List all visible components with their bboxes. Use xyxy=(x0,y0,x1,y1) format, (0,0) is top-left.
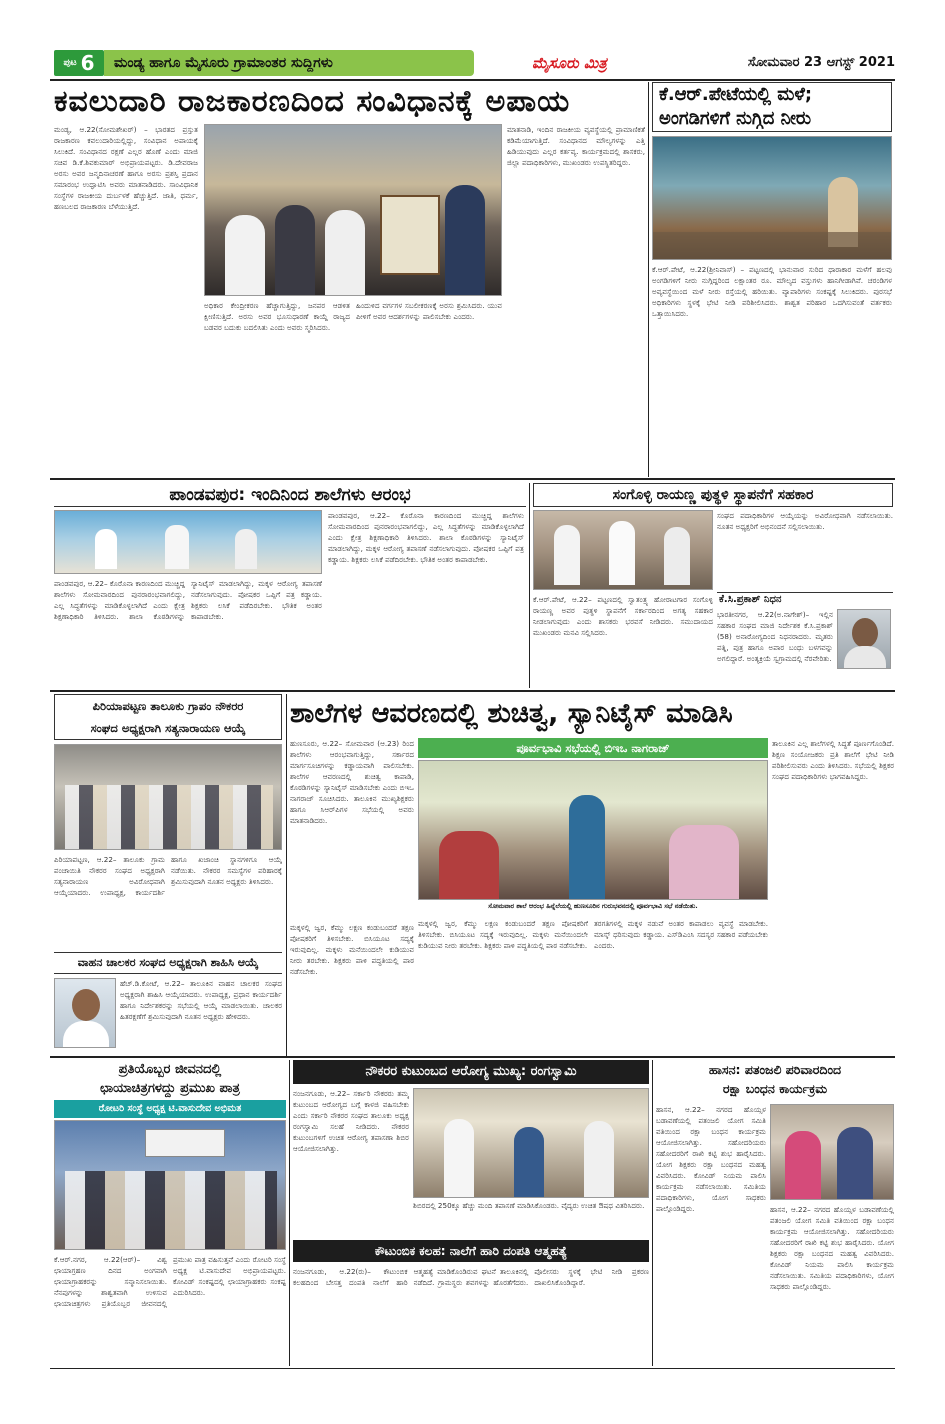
kr-pete-headline-box xyxy=(652,82,892,132)
footer-rule xyxy=(50,1368,895,1369)
photography-text: ಕೆ.ಆರ್.ನಗರ, ಆ.22(ಆರ್)– ವಿಶ್ವ ಛಾಯಾಗ್ರಹಣ ದಿನದ ಅಂಗವಾಗಿ ಛಾಯಾಗ್ರಾಹಕರನ್ನು ಸನ್ಮಾನಿಸಲಾಯಿತು. ನೆನಪುಗಳನ್ನು ಶಾಶ್ವತವಾಗಿ ಉಳಿಸುವ ಛಾಯಾಚಿತ್ರಗಳು ಪ್ರತಿಯೊಬ್ಬರ ಜೀವನದಲ್ಲಿ ಪ್ರಮುಖ ಪಾತ್ರ ವಹಿಸುತ್ತವೆ ಎಂದು ರೋಟರಿ ಸಂಸ್ಥೆ ಅಧ್ಯಕ್ಷ ಟಿ.ವಾಸುದೇವ ಅಭಿಪ್ರಾಯಪಟ್ಟರು. ಕೋವಿಡ್ ಸಂಕಷ್ಟದಲ್ಲಿ ಛಾಯಾಗ್ರಾಹಕರು ಸಂಕಷ್ಟ ಎದುರಿಸಿದರು. xyxy=(54,1255,286,1308)
kr-pete-text: ಕೆ.ಆರ್.ಪೇಟೆ, ಆ.22(ಶ್ರೀನಿವಾಸ್) – ಪಟ್ಟಣದಲ್ಲಿ ಭಾನುವಾರ ಸುರಿದ ಧಾರಾಕಾರ ಮಳೆಗೆ ಹಲವು ಅಂಗಡಿಗಳಿಗೆ ನೀರು ನುಗ್ಗಿದ್ದರಿಂದ ಲಕ್ಷಾಂತರ ರೂ. ಮೌಲ್ಯದ ವಸ್ತುಗಳು ಹಾನಿಗೀಡಾಗಿವೆ. ಚರಂಡಿಗಳ ಅವ್ಯವಸ್ಥೆಯಿಂದ ಮಳೆ ನೀರು ರಸ್ತೆಯಲ್ಲಿ ಹರಿಯಿತು. ವ್ಯಾಪಾರಿಗಳು ಸಂಕಷ್ಟಕ್ಕೆ ಸಿಲುಕಿದರು. ಪುರಸಭೆ ಅಧಿಕಾರಿಗಳು ಸ್ಥಳಕ್ಕೆ ಭೇಟಿ ನೀಡಿ ಪರಿಶೀಲಿಸಿದರು. ಶಾಶ್ವತ ಪರಿಹಾರ ಒದಗಿಸುವಂತೆ ವರ್ತಕರು ಒತ್ತಾಯಿಸಿದರು. xyxy=(652,265,892,318)
column-divider xyxy=(289,1060,290,1366)
health-headline: ನೌಕರರ ಕುಟುಂಬದ ಆರೋಗ್ಯ ಮುಖ್ಯ: ರಂಗಸ್ವಾಮಿ xyxy=(293,1060,649,1084)
pandavapura-text-right: ಪಾಂಡವಪುರ, ಆ.22– ಕೊರೊನಾ ಕಾರಣದಿಂದ ಮುಚ್ಚಿದ್ದ ಶಾಲೆಗಳು ಸೋಮವಾರದಿಂದ ಪುನರಾರಂಭವಾಗಲಿದ್ದು, ಎಲ್ಲ ಸಿದ್ಧತೆಗಳನ್ನು ಮಾಡಿಕೊಳ್ಳಲಾಗಿದೆ ಎಂದು ಕ್ಷೇತ್ರ ಶಿಕ್ಷಣಾಧಿಕಾರಿ ತಿಳಿಸಿದರು. ಶಾಲಾ ಕೊಠಡಿಗಳನ್ನು ಸ್ಯಾನಿಟೈಸ್ ಮಾಡಲಾಗಿದ್ದು, ಮಕ್ಕಳ ಆರೋಗ್ಯ ತಪಾಸಣೆ ನಡೆಸಲಾಗುವುದು. ಪೋಷಕರ ಒಪ್ಪಿಗೆ ಪತ್ರ ಕಡ್ಡಾಯ. ಶಿಕ್ಷಕರು ಲಸಿಕೆ ಪಡೆದಿರಬೇಕು. ಭೌತಿಕ ಅಂತರ ಕಾಪಾಡಬೇಕು. xyxy=(328,511,524,564)
pandavapura-photo xyxy=(54,510,322,574)
section-rule xyxy=(50,478,895,480)
lead-col-1: ಮಂಡ್ಯ, ಆ.22(ಸೋಮಶೇಖರ್) – ಭಾರತದ ಪ್ರಸ್ತುತ ರಾಜಕಾರಣ ಕವಲುದಾರಿಯಲ್ಲಿದ್ದು, ಸಂವಿಧಾನ ಅಪಾಯಕ್ಕೆ ಸಿಲುಕಿದೆ. ಸಂವಿಧಾನದ ರಕ್ಷಣೆ ಎಲ್ಲರ ಹೊಣೆ ಎಂದು ಮಾಜಿ ಸಚಿವ ಡಿ.ಕೆ.ಶಿವಕುಮಾರ್ ಅಭಿಪ್ರಾಯಪಟ್ಟರು. ಡಿ.ದೇವರಾಜ ಅರಸು ಅವರ ಜನ್ಮದಿನಾಚರಣೆ ಹಾಗೂ ಅರಸು ಪ್ರಶಸ್ತಿ ಪ್ರದಾನ ಸಮಾರಂಭ ಉದ್ಘಾಟಿಸಿ ಅವರು ಮಾತನಾಡಿದರು. ಸಾಂವಿಧಾನಿಕ ಸಂಸ್ಥೆಗಳ ರಾಜಕೀಯ ದುರ್ಬಳಕೆ ಹೆಚ್ಚುತ್ತಿದೆ. ಜಾತಿ, ಧರ್ಮ, ಹಣಬಲದ ರಾಜಕಾರಣ ಬೆಳೆಯುತ್ತಿದೆ. xyxy=(54,125,198,211)
periyapatna-headline-line-1: ಪಿರಿಯಾಪಟ್ಟಣ ತಾಲೂಕು ಗ್ರಾಪಂ ನೌಕರರ xyxy=(92,699,244,713)
masthead-rule xyxy=(50,79,895,81)
photography-headline-line-1: ಪ್ರತಿಯೊಬ್ಬರ ಜೀವನದಲ್ಲಿ xyxy=(118,1062,222,1077)
periyapatna-text: ಪಿರಿಯಾಪಟ್ಟಣ, ಆ.22– ತಾಲೂಕು ಗ್ರಾಮ ಪಂಚಾಯಿತಿ ನೌಕರರ ಸಂಘದ ಅಧ್ಯಕ್ಷರಾಗಿ ಸತ್ಯನಾರಾಯಣ ಅವಿರೋಧವಾಗಿ ಆಯ್ಕೆಯಾದರು. ಉಪಾಧ್ಯಕ್ಷ, ಕಾರ್ಯದರ್ಶಿ ಹಾಗೂ ಖಜಾಂಚಿ ಸ್ಥಾನಗಳಿಗೂ ಆಯ್ಕೆ ನಡೆಯಿತು. ನೌಕರರ ಸಮಸ್ಯೆಗಳ ಪರಿಹಾರಕ್ಕೆ ಶ್ರಮಿಸುವುದಾಗಿ ನೂತನ ಅಧ್ಯಕ್ಷರು ತಿಳಿಸಿದರು. xyxy=(54,855,282,897)
hassan-text-2: ಹಾಸನ, ಆ.22– ನಗರದ ಹೊಯ್ಸಳ ಬಡಾವಣೆಯಲ್ಲಿ ಪತಂಜಲಿ ಯೋಗ ಸಮಿತಿ ವತಿಯಿಂದ ರಕ್ಷಾ ಬಂಧನ ಕಾರ್ಯಕ್ರಮ ಆಯೋಜಿಸಲಾಗಿತ್ತು. ಸಹೋದರಿಯರು ಸಹೋದರರಿಗೆ ರಾಖಿ ಕಟ್ಟಿ ಶುಭ ಹಾರೈಸಿದರು. ಯೋಗ ಶಿಕ್ಷಕರು ರಕ್ಷಾ ಬಂಧನದ ಮಹತ್ವ ವಿವರಿಸಿದರು. ಕೋವಿಡ್ ನಿಯಮ ಪಾಲಿಸಿ ಕಾರ್ಯಕ್ರಮ ನಡೆಸಲಾಯಿತು. ಸಮಿತಿಯ ಪದಾಧಿಕಾರಿಗಳು, ಯೋಗ ಸಾಧಕರು ಪಾಲ್ಗೊಂಡಿದ್ದರು. xyxy=(770,1205,894,1291)
lead-col-4: ಮಾತನಾಡಿ, ಇಂದಿನ ರಾಜಕೀಯ ವ್ಯವಸ್ಥೆಯಲ್ಲಿ ಪ್ರಾಮಾಣಿಕತೆ ಕಡಿಮೆಯಾಗುತ್ತಿದೆ. ಸಂವಿಧಾನದ ಮೌಲ್ಯಗಳನ್ನು ಎತ್ತಿ ಹಿಡಿಯುವುದು ಎಲ್ಲರ ಕರ್ತವ್ಯ. ಕಾರ್ಯಕ್ರಮದಲ್ಲಿ ಶಾಸಕರು, ಜಿಲ್ಲಾ ಪದಾಧಿಕಾರಿಗಳು, ಮುಖಂಡರು ಉಪಸ್ಥಿತರಿದ್ದರು. xyxy=(507,125,645,167)
family-text: ನಂಜನಗೂಡು, ಆ.22(ರು)– ಕೌಟುಂಬಿಕ ಕಲಹದಿಂದ ಬೇಸತ್ತ ದಂಪತಿ ನಾಲೆಗೆ ಹಾರಿ ಆತ್ಮಹತ್ಯೆ ಮಾಡಿಕೊಂಡಿರುವ ಘಟನೆ ತಾಲೂಕಿನಲ್ಲಿ ನಡೆದಿದೆ. ಗ್ರಾಮಸ್ಥರು ಶವಗಳನ್ನು ಹೊರತೆಗೆದರು. ಪೊಲೀಸರು ಸ್ಥಳಕ್ಕೆ ಭೇಟಿ ನೀಡಿ ಪ್ರಕರಣ ದಾಖಲಿಸಿಕೊಂಡಿದ್ದಾರೆ. xyxy=(293,1267,649,1287)
column-divider xyxy=(529,483,530,688)
brand-logo: ಮೈಸೂರು ಮಿತ್ರ xyxy=(532,54,607,72)
section-rule xyxy=(50,690,895,692)
photography-group-photo xyxy=(54,1120,286,1250)
obituary-box xyxy=(717,592,893,686)
page-label: ಪುಟ xyxy=(63,58,77,68)
hassan-rakhi-photo xyxy=(770,1104,894,1200)
obituary-portrait xyxy=(837,609,891,669)
drivers-text: ಹೆಚ್.ಡಿ.ಕೋಟೆ, ಆ.22– ತಾಲೂಕಿನ ವಾಹನ ಚಾಲಕರ ಸಂಘದ ಅಧ್ಯಕ್ಷರಾಗಿ ಶಾಹಿಸಿ ಆಯ್ಕೆಯಾದರು. ಉಪಾಧ್ಯಕ್ಷ, ಪ್ರಧಾನ ಕಾರ್ಯದರ್ಶಿ ಹಾಗೂ ನಿರ್ದೇಶಕರನ್ನು ಸಭೆಯಲ್ಲಿ ಆಯ್ಕೆ ಮಾಡಲಾಯಿತು. ಚಾಲಕರ ಹಿತರಕ್ಷಣೆಗೆ ಶ್ರಮಿಸುವುದಾಗಿ ನೂತನ ಅಧ್ಯಕ್ಷರು ಹೇಳಿದರು. xyxy=(120,979,282,1021)
periyapatna-group-photo xyxy=(54,744,282,850)
column-divider xyxy=(286,694,287,1056)
drivers-headline: ವಾಹನ ಚಾಲಕರ ಸಂಘದ ಅಧ್ಯಕ್ಷರಾಗಿ ಶಾಹಿಸಿ ಆಯ್ಕೆ xyxy=(77,956,259,969)
periyapatna-headline-box xyxy=(54,694,282,740)
health-text: ನಂಜನಗೂಡು, ಆ.22– ಸರ್ಕಾರಿ ನೌಕರರು ತಮ್ಮ ಕುಟುಂಬದ ಆರೋಗ್ಯದ ಬಗ್ಗೆ ಕಾಳಜಿ ವಹಿಸಬೇಕು ಎಂದು ಸರ್ಕಾರಿ ನೌಕರರ ಸಂಘದ ತಾಲೂಕು ಅಧ್ಯಕ್ಷ ರಂಗಸ್ವಾಮಿ ಸಲಹೆ ನೀಡಿದರು. ನೌಕರರ ಕುಟುಂಬಗಳಿಗೆ ಉಚಿತ ಆರೋಗ್ಯ ತಪಾಸಣಾ ಶಿಬಿರ ಆಯೋಜಿಸಲಾಗಿತ್ತು. xyxy=(293,1089,409,1153)
health-text-2: ಶಿಬಿರದಲ್ಲಿ 250ಕ್ಕೂ ಹೆಚ್ಚು ಮಂದಿ ತಪಾಸಣೆ ಮಾಡಿಸಿಕೊಂಡರು. ವೈದ್ಯರು ಉಚಿತ ಔಷಧ ವಿತರಿಸಿದರು. xyxy=(413,1201,645,1210)
schools-subhead: ಪೂರ್ವಭಾವಿ ಸಭೆಯಲ್ಲಿ ಬಿಇಒ ನಾಗರಾಜ್ xyxy=(418,738,768,758)
lead-col-3: ಹಿಂದುಳಿದ ವರ್ಗಗಳ ಸಬಲೀಕರಣಕ್ಕೆ ಅರಸು ಶ್ರಮಿಸಿದರು. ಯುವ ಪೀಳಿಗೆ ಅವರ ಆದರ್ಶಗಳನ್ನು ಪಾಲಿಸಬೇಕು ಎಂದರು. xyxy=(356,301,502,321)
obituary-name: ಕೆ.ಸಿ.ಪ್ರಕಾಶ್ ನಿಧನ xyxy=(719,594,782,605)
obituary-text: ಭಾರತೀನಗರ, ಆ.22(ಅ.ನಾಗೇಶ್)– ಇಲ್ಲಿನ ಸಹಕಾರ ಸಂಘದ ಮಾಜಿ ನಿರ್ದೇಶಕ ಕೆ.ಸಿ.ಪ್ರಕಾಶ್ (58) ಅನಾರೋಗ್ಯದಿಂದ ನಿಧನರಾದರು. ಮೃತರು ಪತ್ನಿ, ಪುತ್ರ ಹಾಗೂ ಅಪಾರ ಬಂಧು ಬಳಗವನ್ನು ಅಗಲಿದ್ದಾರೆ. ಅಂತ್ಯಕ್ರಿಯೆ ಸ್ವಗ್ರಾಮದಲ್ಲಿ ನೆರವೇರಿತು. xyxy=(717,610,833,663)
rayanna-headline-box xyxy=(533,483,893,507)
schools-photo-caption: ಸೋಮವಾರ ಶಾಲೆ ಆರಂಭ ಹಿನ್ನೆಲೆಯಲ್ಲಿ ಹುಣಸೂರಿನ ಗುರುಭವನದಲ್ಲಿ ಪೂರ್ವಭಾವಿ ಸಭೆ ನಡೆಯಿತು. xyxy=(488,902,698,910)
schools-col-3: ತರಗತಿಗಳಲ್ಲಿ ಮಕ್ಕಳ ನಡುವೆ ಅಂತರ ಕಾಪಾಡಲು ವ್ಯವಸ್ಥೆ ಮಾಡಬೇಕು. ಮಾಸ್ಕ್ ಧರಿಸುವುದು ಕಡ್ಡಾಯ. ಎಸ್‌ಡಿಎಂಸಿ ಸದಸ್ಯರ ಸಹಕಾರ ಪಡೆಯಬೇಕು ಎಂದರು. xyxy=(594,919,768,950)
family-headline: ಕೌಟುಂಬಿಕ ಕಲಹ: ನಾಲೆಗೆ ಹಾರಿ ದಂಪತಿ ಆತ್ಮಹತ್ಯೆ xyxy=(293,1240,649,1262)
column-divider xyxy=(648,82,649,477)
schools-headline: ಶಾಲೆಗಳ ಆವರಣದಲ್ಲಿ ಶುಚಿತ್ವ, ಸ್ಯಾನಿಟೈಸ್ ಮಾಡಿಸಿ xyxy=(290,698,733,729)
periyapatna-headline-line-2: ಸಂಘದ ಅಧ್ಯಕ್ಷರಾಗಿ ಸತ್ಯನಾರಾಯಣ ಆಯ್ಕೆ xyxy=(90,721,246,735)
health-camp-photo xyxy=(413,1088,649,1198)
kr-pete-headline-line-1: ಕೆ.ಆರ್.ಪೇಟೆಯಲ್ಲಿ ಮಳೆ; xyxy=(659,84,813,105)
column-divider xyxy=(652,1060,653,1366)
kr-pete-shop-photo xyxy=(652,136,892,260)
schools-col-1: ಹುಣಸೂರು, ಆ.22– ಸೋಮವಾರ (ಆ.23) ರಿಂದ ಶಾಲೆಗಳು ಆರಂಭವಾಗುತ್ತಿದ್ದು, ಸರ್ಕಾರದ ಮಾರ್ಗಸೂಚಿಗಳನ್ನು ಕಡ್ಡಾಯವಾಗಿ ಪಾಲಿಸಬೇಕು. ಶಾಲೆಗಳ ಆವರಣದಲ್ಲಿ ಶುಚಿತ್ವ ಕಾಪಾಡಿ, ಕೊಠಡಿಗಳನ್ನು ಸ್ಯಾನಿಟೈಸ್ ಮಾಡಿಸಬೇಕು ಎಂದು ಬಿಇಒ ನಾಗರಾಜ್ ಸೂಚಿಸಿದರು. ತಾಲೂಕಿನ ಮುಖ್ಯಶಿಕ್ಷಕರು ಹಾಗೂ ಸಿಆರ್‌ಪಿಗಳ ಸಭೆಯಲ್ಲಿ ಅವರು ಮಾತನಾಡಿದರು. xyxy=(290,739,414,825)
hassan-headline-line-1: ಹಾಸನ: ಪತಂಜಲಿ ಪರಿವಾರದಿಂದ xyxy=(708,1062,842,1077)
portrait-frame-icon xyxy=(380,195,440,275)
banner-icon xyxy=(145,1129,225,1157)
dateline: ಸೋಮವಾರ 23 ಆಗಸ್ಟ್ 2021 xyxy=(747,55,895,70)
pandavapura-text: ಪಾಂಡವಪುರ, ಆ.22– ಕೊರೊನಾ ಕಾರಣದಿಂದ ಮುಚ್ಚಿದ್ದ ಶಾಲೆಗಳು ಸೋಮವಾರದಿಂದ ಪುನರಾರಂಭವಾಗಲಿದ್ದು, ಎಲ್ಲ ಸಿದ್ಧತೆಗಳನ್ನು ಮಾಡಿಕೊಳ್ಳಲಾಗಿದೆ ಎಂದು ಕ್ಷೇತ್ರ ಶಿಕ್ಷಣಾಧಿಕಾರಿ ತಿಳಿಸಿದರು. ಶಾಲಾ ಕೊಠಡಿಗಳನ್ನು ಸ್ಯಾನಿಟೈಸ್ ಮಾಡಲಾಗಿದ್ದು, ಮಕ್ಕಳ ಆರೋಗ್ಯ ತಪಾಸಣೆ ನಡೆಸಲಾಗುವುದು. ಪೋಷಕರ ಒಪ್ಪಿಗೆ ಪತ್ರ ಕಡ್ಡಾಯ. ಶಿಕ್ಷಕರು ಲಸಿಕೆ ಪಡೆದಿರಬೇಕು. ಭೌತಿಕ ಅಂತರ ಕಾಪಾಡಬೇಕು. xyxy=(54,579,322,621)
schools-col-2: ಮಕ್ಕಳಲ್ಲಿ ಜ್ವರ, ಕೆಮ್ಮು ಲಕ್ಷಣ ಕಂಡುಬಂದರೆ ತಕ್ಷಣ ಪೋಷಕರಿಗೆ ತಿಳಿಸಬೇಕು. ಬಿಸಿಯೂಟ ಸದ್ಯಕ್ಕೆ ಇರುವುದಿಲ್ಲ. ಮಕ್ಕಳು ಮನೆಯಿಂದಲೇ ಕುಡಿಯುವ ನೀರು ತರಬೇಕು. ಶಿಕ್ಷಕರು ಪಾಳಿ ಪದ್ಧತಿಯಲ್ಲಿ ಪಾಠ ನಡೆಸಬೇಕು. xyxy=(418,919,588,950)
photography-headline-box xyxy=(54,1060,286,1100)
photography-headline-line-2: ಛಾಯಾಚಿತ್ರಗಳದ್ದು ಪ್ರಮುಖ ಪಾತ್ರ xyxy=(100,1081,240,1096)
rayanna-photo xyxy=(533,510,713,590)
hassan-headline-line-2: ರಕ್ಷಾ ಬಂಧನ ಕಾರ್ಯಕ್ರಮ xyxy=(722,1081,828,1096)
page-number-tab xyxy=(54,50,104,76)
section-title: ಮಂಡ್ಯ ಹಾಗೂ ಮೈಸೂರು ಗ್ರಾಮಾಂತರ ಸುದ್ದಿಗಳು xyxy=(104,50,474,76)
schools-col-1b: ಮಕ್ಕಳಲ್ಲಿ ಜ್ವರ, ಕೆಮ್ಮು ಲಕ್ಷಣ ಕಂಡುಬಂದರೆ ತಕ್ಷಣ ಪೋಷಕರಿಗೆ ತಿಳಿಸಬೇಕು. ಬಿಸಿಯೂಟ ಸದ್ಯಕ್ಕೆ ಇರುವುದಿಲ್ಲ. ಮಕ್ಕಳು ಮನೆಯಿಂದಲೇ ಕುಡಿಯುವ ನೀರು ತರಬೇಕು. ಶಿಕ್ಷಕರು ಪಾಳಿ ಪದ್ಧತಿಯಲ್ಲಿ ಪಾಠ ನಡೆಸಬೇಕು. xyxy=(290,923,414,976)
hassan-text: ಹಾಸನ, ಆ.22– ನಗರದ ಹೊಯ್ಸಳ ಬಡಾವಣೆಯಲ್ಲಿ ಪತಂಜಲಿ ಯೋಗ ಸಮಿತಿ ವತಿಯಿಂದ ರಕ್ಷಾ ಬಂಧನ ಕಾರ್ಯಕ್ರಮ ಆಯೋಜಿಸಲಾಗಿತ್ತು. ಸಹೋದರಿಯರು ಸಹೋದರರಿಗೆ ರಾಖಿ ಕಟ್ಟಿ ಶುಭ ಹಾರೈಸಿದರು. ಯೋಗ ಶಿಕ್ಷಕರು ರಕ್ಷಾ ಬಂಧನದ ಮಹತ್ವ ವಿವರಿಸಿದರು. ಕೋವಿಡ್ ನಿಯಮ ಪಾಲಿಸಿ ಕಾರ್ಯಕ್ರಮ ನಡೆಸಲಾಯಿತು. ಸಮಿತಿಯ ಪದಾಧಿಕಾರಿಗಳು, ಯೋಗ ಸಾಧಕರು ಪಾಲ್ಗೊಂಡಿದ್ದರು. xyxy=(656,1105,766,1213)
rayanna-text-2: ಸಂಘದ ಪದಾಧಿಕಾರಿಗಳ ಆಯ್ಕೆಯನ್ನು ಅವಿರೋಧವಾಗಿ ನಡೆಸಲಾಯಿತು. ನೂತನ ಅಧ್ಯಕ್ಷರಿಗೆ ಅಭಿನಂದನೆ ಸಲ್ಲಿಸಲಾಯಿತು. xyxy=(717,511,893,531)
pandavapura-headline: ಪಾಂಡವಪುರ: ಇಂದಿನಿಂದ ಶಾಲೆಗಳು ಆರಂಭ xyxy=(169,485,411,505)
drivers-portrait xyxy=(54,978,116,1048)
rayanna-text: ಕೆ.ಆರ್.ಪೇಟೆ, ಆ.22– ಪಟ್ಟಣದಲ್ಲಿ ಸ್ವಾತಂತ್ರ್ಯ ಹೋರಾಟಗಾರ ಸಂಗೊಳ್ಳಿ ರಾಯಣ್ಣ ಅವರ ಪುತ್ಥಳಿ ಸ್ಥಾಪನೆಗೆ ಸರ್ಕಾರದಿಂದ ಅಗತ್ಯ ಸಹಕಾರ ನೀಡಲಾಗುವುದು ಎಂದು ಶಾಸಕರು ಭರವಸೆ ನೀಡಿದರು. ಸಮುದಾಯದ ಮುಖಂಡರು ಮನವಿ ಸಲ್ಲಿಸಿದರು. xyxy=(533,595,713,637)
photography-subhead: ರೋಟರಿ ಸಂಸ್ಥೆ ಅಧ್ಯಕ್ಷ ಟಿ.ವಾಸುದೇವ ಅಭಿಮತ xyxy=(54,1100,286,1118)
schools-meeting-photo xyxy=(418,760,768,900)
lead-headline: ಕವಲುದಾರಿ ರಾಜಕಾರಣದಿಂದ ಸಂವಿಧಾನಕ್ಕೆ ಅಪಾಯ xyxy=(54,84,571,119)
hassan-headline-box xyxy=(656,1060,894,1100)
pandavapura-headline-box xyxy=(54,483,526,507)
section-rule xyxy=(50,1056,895,1058)
kr-pete-headline-line-2: ಅಂಗಡಿಗಳಿಗೆ ನುಗ್ಗಿದ ನೀರು xyxy=(659,108,812,129)
rayanna-headline: ಸಂಗೊಳ್ಳಿ ರಾಯಣ್ಣ ಪುತ್ಥಳಿ ಸ್ಥಾಪನೆಗೆ ಸಹಕಾರ xyxy=(612,487,814,503)
page-number: 6 xyxy=(80,51,95,75)
schools-col-4: ತಾಲೂಕಿನ ಎಲ್ಲ ಶಾಲೆಗಳಲ್ಲಿ ಸಿದ್ಧತೆ ಪೂರ್ಣಗೊಂಡಿದೆ. ಶಿಕ್ಷಣ ಸಂಯೋಜಕರು ಪ್ರತಿ ಶಾಲೆಗೆ ಭೇಟಿ ನೀಡಿ ಪರಿಶೀಲಿಸುವರು ಎಂದು ತಿಳಿಸಿದರು. ಸಭೆಯಲ್ಲಿ ಶಿಕ್ಷಕರ ಸಂಘದ ಪದಾಧಿಕಾರಿಗಳು ಭಾಗವಹಿಸಿದ್ದರು. xyxy=(772,739,894,781)
lead-col-2: ಅಧಿಕಾರ ಕೇಂದ್ರೀಕರಣ ಹೆಚ್ಚಾಗುತ್ತಿದ್ದು, ಜನಪರ ಆಡಳಿತ ಕ್ಷೀಣಿಸುತ್ತಿದೆ. ಅರಸು ಅವರ ಭೂಸುಧಾರಣೆ ಕಾಯ್ದೆ ರಾಜ್ಯದ ಬಡವರ ಬದುಕು ಬದಲಿಸಿತು ಎಂದು ಅವರು ಸ್ಮರಿಸಿದರು. xyxy=(204,301,350,332)
drivers-headline-box xyxy=(54,952,282,974)
lead-photo xyxy=(204,124,502,296)
